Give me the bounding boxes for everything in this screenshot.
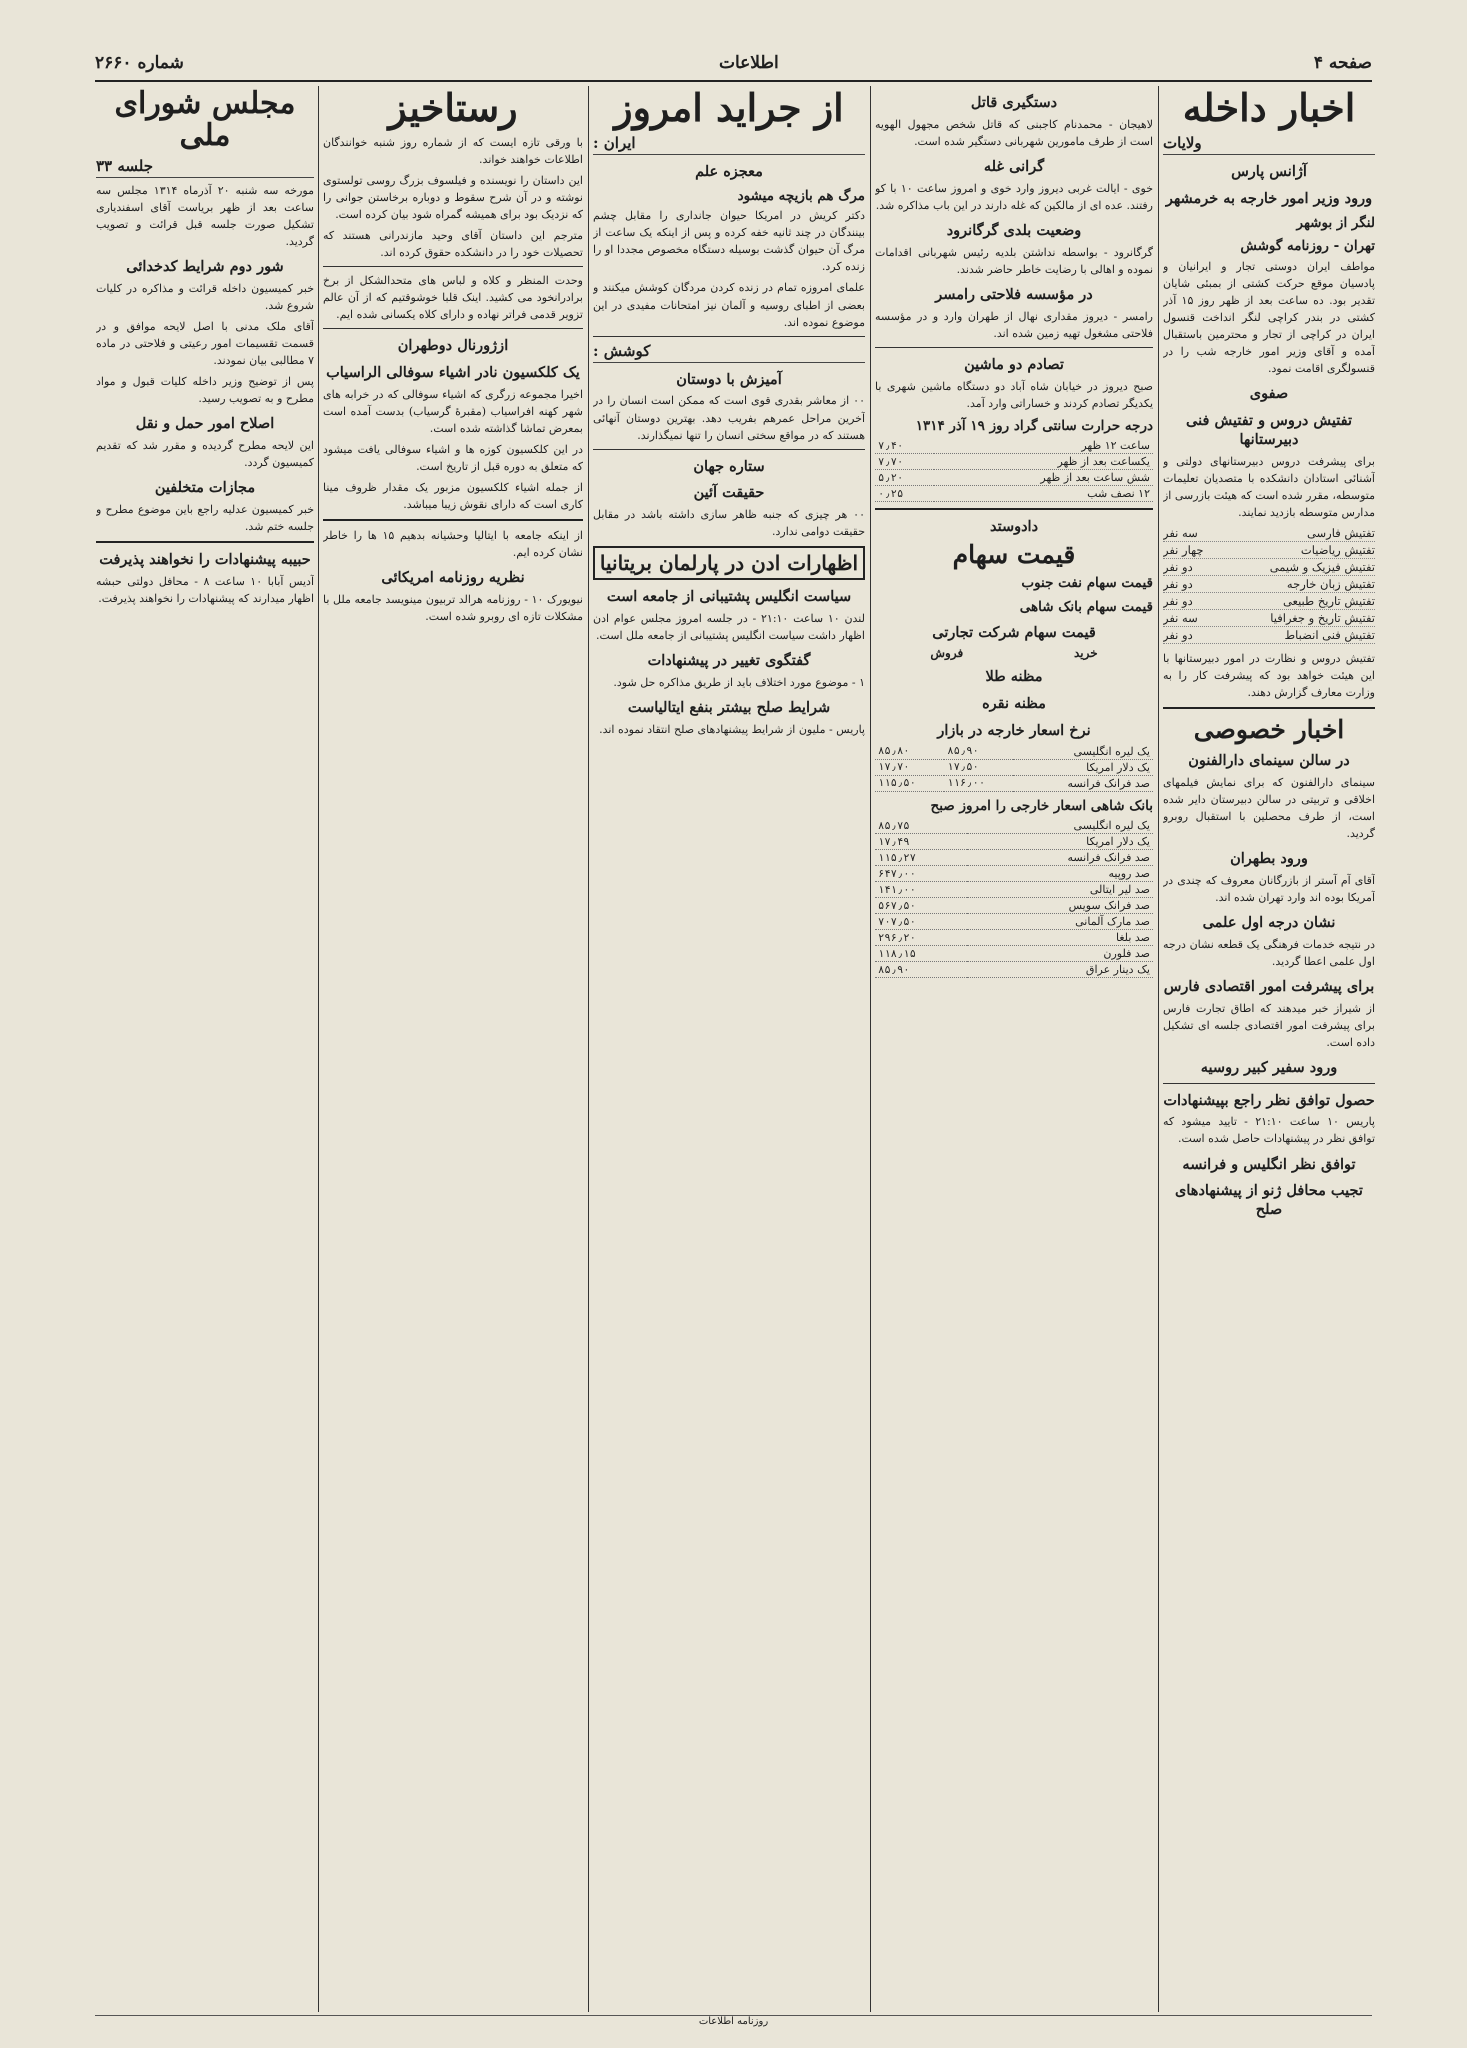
headline: در مؤسسه فلاحتی رامسر — [935, 285, 1093, 303]
article-text: ۰۰ هر چیزی که جنبه ظاهر سازی داشته باشد در مقابل حقیقت دوامی ندارد. — [593, 508, 865, 539]
page-footer — [95, 2015, 1372, 2034]
table-row: یک دلار امریکا ۱۷٫۴۹ — [875, 834, 1153, 850]
divider — [323, 328, 583, 329]
headline: حبیبه پیشنهادات را نخواهند پذیرفت — [99, 551, 311, 569]
headline: نظریه روزنامه امریکائی — [381, 569, 525, 587]
headline: توافق نظر انگلیس و فرانسه — [1182, 1155, 1356, 1173]
headline: صفوی — [1249, 385, 1289, 402]
table-row: صد بلغا ۲۹۶٫۲۰ — [875, 930, 1153, 946]
article-text: مورخه سه شنبه ۲۰ آذرماه ۱۳۱۴ مجلس سه ساعت بعد از ظهر بریاست آقای اسفندیاری تشکیل صورت جلسه قبل قرائت و تصویب گردید. — [96, 184, 314, 249]
headline: مجازات متخلفین — [154, 479, 256, 497]
divider — [875, 347, 1153, 348]
table-row: شش ساعت بعد از ظهر ۵٫۲۰ — [875, 470, 1153, 486]
article-text: ۰۰ از معاشر بقدری قوی است که ممکن است انسان را در آخرین مراحل عمرهم بفریب دهد. بهترین دوستان آنهائی هستند که در مواقع سختی انسان را تنها نمیگذارند. — [593, 394, 865, 442]
dateline: تهران - روزنامه گوشش — [1240, 238, 1375, 255]
table-row: صد فرانک فرانسه ۱۱۶٫۰۰ ۱۱۵٫۵۰ — [875, 775, 1153, 791]
section-title: از جراید امروز — [614, 86, 844, 130]
headline: برای پیشرفت امور اقتصادی فارس — [1163, 977, 1375, 995]
headline: ورود سفیر کبیر روسیه — [1200, 1058, 1338, 1076]
fx-market-table — [875, 744, 1153, 792]
article-text: خوی - ایالت غربی دیروز وارد خوی و امروز ساعت ۱۰ با کو رفتند. عده ای از مالکین که غله دارند در این باب مذاکره شد. — [875, 181, 1153, 212]
headline: بانک شاهی اسعار خارجی را امروز صبح — [930, 797, 1153, 814]
article-text: لاهیجان - محمدنام کاجبنی که قاتل شخص مجهول الهویه است از طرف مامورین شهربانی دستگیر شده است. — [875, 117, 1153, 148]
divider — [1163, 1083, 1375, 1084]
article-text: رامسر - دیروز مقداری نهال از طهران وارد و در مؤسسه فلاحتی مشغول تهیه زمین شده اند. — [875, 309, 1153, 340]
newspaper-name: اطلاعات — [718, 53, 779, 73]
buy-sell-header: خرید فروش — [930, 646, 1098, 661]
masthead — [95, 52, 1372, 74]
list-item: تفتیش ریاضیات چهار نفر — [1163, 542, 1375, 557]
headline: وضعیت بلدی گرگانرود — [946, 221, 1082, 239]
headline: نرخ اسعار خارجه در بازار — [937, 721, 1091, 739]
list-item: تفتیش فارسی سه نفر — [1163, 525, 1375, 540]
article-text: از اینکه جامعه با ایتالیا وحشیانه بدهیم ۱۵ ها را خاطر نشان کرده ایم. — [323, 529, 583, 560]
headline: ورود وزیر امور خارجه به خرمشهر — [1165, 189, 1373, 207]
headline: گرانی غله — [983, 157, 1045, 175]
headline: تصادم دو ماشین — [964, 355, 1064, 373]
divider — [1163, 707, 1375, 709]
table-row: صد فلورن ۱۱۸٫۱۵ — [875, 946, 1153, 962]
column-divider — [1158, 86, 1159, 2012]
article-text: با ورقی تازه ایست که از شماره روز شنبه خوانندگان اطلاعات خواهند خواند. — [323, 135, 583, 166]
table-row: یک لیره انگلیسی ۸۵٫۷۵ — [875, 818, 1153, 834]
column-divider — [318, 86, 319, 2012]
divider — [323, 266, 583, 267]
table-row: صد فرانک سویس ۵۶۷٫۵۰ — [875, 898, 1153, 914]
article-text: آقای آم آستر از بازرگانان معروف که چندی در آمریکا بوده اند وارد تهران شده اند. — [1163, 873, 1375, 904]
article-text: نیویورک ۱۰ - روزنامه هرالد تربیون مینویسد جامعه ملل با مشکلات تازه ای روبرو شده است. — [323, 593, 583, 624]
headline: ورود بطهران — [1230, 849, 1308, 867]
article-text: از جمله اشیاء کلکسیون مزبور یک مقدار ظروف مینا کاری است که دارای نقوش زیبا میباشد. — [323, 481, 583, 512]
headline: آمیزش با دوستان — [676, 370, 782, 388]
headline: شور دوم شرایط کدخدائی — [126, 258, 284, 276]
section-title: رستاخیز — [388, 86, 518, 130]
headline: حصول توافق نظر راجع بپیشنهادات — [1163, 1091, 1375, 1109]
section-title: مجلس شورای ملی — [114, 86, 296, 153]
masthead-rule — [95, 80, 1372, 82]
article-text: وحدت المنظر و کلاه و لباس های متحدالشکل از برخ برادرانخود می کشید. اینک قلبا خوشوقتیم که از آن عالم تزویر قدمی فراتر نهاده و دارای کلاه یکسانی شده ایم. — [323, 274, 583, 322]
article-text: ۱ - موضوع مورد اختلاف باید از طریق مذاکره حل شود. — [613, 676, 865, 690]
article-text: آقای ملک مدنی با اصل لایحه موافق و در قسمت تقسیمات امور رعیتی و فلاحتی در ماده ۷ مطالبی بیان نمودند. — [96, 320, 314, 368]
divider — [593, 449, 865, 450]
headline: مرگ هم بازیچه میشود — [737, 187, 865, 204]
list-item: تفتیش زبان خارجه دو نفر — [1163, 576, 1375, 591]
article-text: از شیراز خبر میدهند که اطاق تجارت فارس برای پیشرفت امور اقتصادی جلسه ای تشکیل داده است. — [1163, 1001, 1375, 1049]
headline: حقیقت آئین — [693, 484, 765, 502]
divider — [323, 519, 583, 521]
article-text: پاریس ۱۰ ساعت ۲۱:۱۰ - تایید میشود که توافق نظر در پیشنهادات حاصل شده است. — [1163, 1115, 1375, 1146]
article-text: لندن ۱۰ ساعت ۲۱:۱۰ - در جلسه امروز مجلس عوام ادن اظهار داشت سیاست انگلیس پشتیبانی از جامعه ملل است. — [593, 612, 865, 643]
column-resurrection — [323, 86, 583, 2012]
article-text: برای پیشرفت دروس دبیرستانهای دولتی و آشنائی استادان دانشکده با متصدیان تعلیمات متوسطه، مقرر شده است که هیئت بازرسی از مدارس متوسطه بازدید نمایند. — [1163, 454, 1375, 519]
article-text: خبر کمیسیون داخله قرائت و مذاکره در کلیات شروع شد. — [96, 282, 314, 313]
article-text: در این کلکسیون کوزه ها و اشیاء سوفالی یافت میشود که متعلق به دوره قبل از تاریخ است. — [323, 443, 583, 474]
headline: شرایط صلح بیشتر بنفع ایتالیاست — [627, 699, 831, 717]
article-text: این لایحه مطرح گردیده و مقرر شد که تقدیم کمیسیون گردد. — [96, 439, 314, 470]
article-text: سینمای دارالفنون که برای نمایش فیلمهای اخلاقی و تربیتی در سالن دبیرستان دایر شده است، از طرف محصلین با استقبال روبرو گردید. — [1163, 775, 1375, 840]
column-provinces — [875, 86, 1153, 2012]
section-title: قیمت سهام — [952, 540, 1076, 570]
headline: درجه حرارت سانتی گراد روز ۱۹ آذر ۱۳۱۴ — [915, 417, 1153, 434]
headline: مظنه طلا — [985, 668, 1043, 686]
article-text: مترجم این داستان آقای وحید مازندرانی هستند که تحصیلات خود را در دانشکده حقوق کرده اند. — [323, 229, 583, 260]
fx-bank-table — [875, 818, 1153, 978]
article-text: پس از توضیح وزیر داخله کلیات قبول و مواد مطرح و به تصویب رسید. — [96, 375, 314, 406]
divider — [593, 336, 865, 337]
column-domestic-news — [1163, 86, 1375, 2012]
headline: یک کلکسیون نادر اشیاء سوفالی الراسیاب — [326, 364, 580, 382]
headline: نشان درجه اول علمی — [1202, 913, 1336, 931]
headline: گفتگوی تغییر در پیشنهادات — [647, 652, 811, 670]
table-row: ساعت ۱۲ ظهر ۷٫۴۰ — [875, 438, 1153, 454]
divider — [875, 508, 1153, 510]
list-item: تفتیش فیزیک و شیمی دو نفر — [1163, 559, 1375, 574]
section-subtitle: ولایات — [1163, 134, 1375, 155]
inspection-list — [1163, 525, 1375, 644]
article-text: اخیرا مجموعه زرگری که اشیاء سوفالی که در خرابه های شهر کهنه افراسیاب (مقبرهٔ گرسیاب) بدست آمده است بمعرض تماشا گذاشته شده است. — [323, 388, 583, 436]
page-label: صفحه ۴ — [1313, 53, 1372, 73]
article-text: این داستان را نویسنده و فیلسوف بزرگ روسی تولستوی نوشته و در آن شرح سقوط و دوباره برخاستن جوانی را که نزدیک بود برای همیشه گمراه شود بیان کرده است. — [323, 173, 583, 222]
stock-line: قیمت سهام نفت جنوب — [1021, 575, 1153, 592]
table-row: یک دلار امریکا ۱۷٫۵۰ ۱۷٫۷۰ — [875, 759, 1153, 775]
session-label: جلسه ۳۳ — [96, 157, 314, 178]
article-text: دکتر کریش در امریکا حیوان جانداری را مقابل چشم بینندگان در چند ثانیه خفه کرده و پس از اینکه یک ساعت از مرگ آن حیوان گذشت بوسیله دستگاه مخصوص مجددا او را زنده کرد. — [593, 209, 865, 274]
headline: تجیب محافل ژنو از پیشنهادهای صلح — [1175, 1182, 1363, 1219]
section-title: اخبار داخله — [1182, 86, 1356, 130]
footer-note: روزنامه اطلاعات — [698, 2016, 769, 2027]
section-title: اخبار خصوصی — [1193, 714, 1345, 744]
section-subtitle: کوشش : — [593, 342, 865, 363]
agency-heading: آژانس پارس — [1231, 162, 1307, 180]
table-row: صد لیر ایتالی ۱۴۱٫۰۰ — [875, 882, 1153, 898]
article-text: علمای امروزه تمام در زنده کردن مردگان کوشش میکنند و بعضی از اطبای روسیه و آلمان نیز امتحانات مفیدی در این موضوع نموده اند. — [593, 281, 865, 329]
table-row: صد روپیه ۶۴۷٫۰۰ — [875, 866, 1153, 882]
table-row: صد مارک آلمانی ۷۰۷٫۵۰ — [875, 914, 1153, 930]
table-row: ۱۲ نصف شب ۰٫۲۵ — [875, 486, 1153, 502]
list-item: تفتیش تاریخ طبیعی دو نفر — [1163, 593, 1375, 608]
headline: تفتیش دروس و تفتیش فنی دبیرستانها — [1186, 411, 1352, 448]
divider — [96, 541, 314, 543]
section-title: دادوستد — [989, 518, 1039, 536]
article-text: گرگانرود - بواسطه نداشتن بلدیه رئیس شهربانی اقدامات نموده و اهالی با رضایت خاطر حاضر شدند. — [875, 245, 1153, 276]
article-text: صبح دیروز در خیابان شاه آباد دو دستگاه ماشین شهری با یکدیگر تصادم کردند و خساراتی وارد آمد. — [875, 379, 1153, 410]
list-item: تفتیش تاریخ و جغرافیا سه نفر — [1163, 610, 1375, 625]
table-row: یک لیره انگلیسی ۸۵٫۹۰ ۸۵٫۸۰ — [875, 744, 1153, 760]
column-press-review — [593, 86, 865, 2012]
column-divider — [870, 86, 871, 2012]
issue-number: شماره ۲۶۶۰ — [95, 53, 184, 73]
table-row: یکساعت بعد از ظهر ۷٫۷۰ — [875, 454, 1153, 470]
article-text: تفتیش دروس و نظارت در امور دبیرستانها با این هیئت خواهد بود که پیشرفت کار را به وزارت معارف گزارش دهند. — [1163, 651, 1375, 699]
banner-headline: اظهارات ادن در پارلمان بریتانیا — [593, 546, 865, 580]
column-parliament — [96, 86, 314, 2012]
headline: لنگر از بوشهر — [1296, 214, 1375, 231]
headline: معجزه علم — [695, 162, 763, 180]
article-text: آدیس آبابا ۱۰ ساعت ۸ - محافل دولتی حبشه اظهار میدارند که پیشنهادات را نخواهند پذیرفت. — [96, 575, 314, 606]
headline: دستگیری قاتل — [970, 94, 1058, 111]
stock-line: قیمت سهام بانک شاهی — [1019, 598, 1153, 615]
column-divider — [588, 86, 589, 2012]
table-row: صد فرانک فرانسه ۱۱۵٫۲۷ — [875, 850, 1153, 866]
headline: ازژورنال دوطهران — [397, 337, 509, 355]
article-text: خبر کمیسیون عدلیه راجع باین موضوع مطرح و جلسه ختم شد. — [96, 503, 314, 534]
headline: مظنه نقره — [982, 694, 1046, 712]
headline: ستاره جهان — [693, 457, 765, 475]
section-subtitle: ایران : — [593, 134, 865, 155]
table-row: یک دینار عراق ۸۵٫۹۰ — [875, 962, 1153, 978]
article-text: پاریس - ملیون از شرایط پیشنهادهای صلح انتقاد نموده اند. — [599, 723, 865, 737]
article-text: مواطف ایران دوستی تجار و ایرانیان و پادسیان موقع حرکت کشتی از بمبئی شایان تقدیر بود. ده ساعت بعد از ظهر روز ۱۵ آذر کشتی در بندر کراچی لنگر انداخت قنسول ایران در کراچی از تجار و محترمین باستقبال آمده و آقای وزیر امور خارجه شب را در قنسولگری اقامت نمود. — [1163, 259, 1375, 375]
headline: قیمت سهام شرکت تجارتی — [932, 624, 1096, 642]
headline: اصلاح امور حمل و نقل — [135, 415, 275, 433]
headline: سیاست انگلیس پشتیبانی از جامعه است — [606, 588, 852, 606]
headline: در سالن سینمای دارالفنون — [1188, 751, 1350, 769]
list-item: تفتیش فنی انضباط دو نفر — [1163, 627, 1375, 642]
article-text: در نتیجه خدمات فرهنگی یک قطعه نشان درجه اول علمی اعطا گردید. — [1163, 937, 1375, 968]
temperature-table — [875, 438, 1153, 502]
